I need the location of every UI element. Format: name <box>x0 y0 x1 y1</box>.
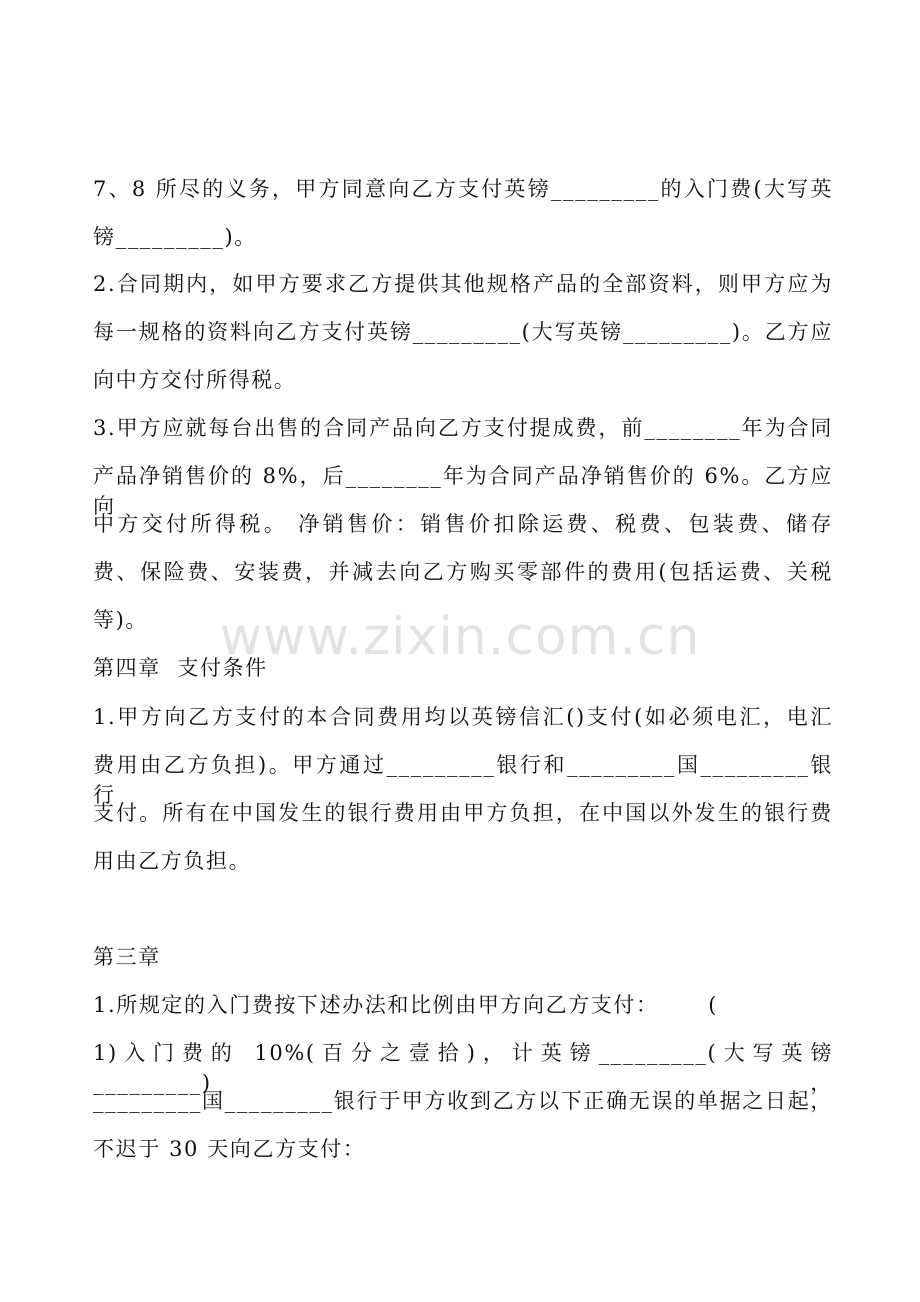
text-line: 镑_________)。 <box>93 225 257 249</box>
text-line: 1.所规定的入门费按下述办法和比例由甲方向乙方支付： ( <box>93 993 719 1017</box>
text-line: 产品净销售价的 8%，后________年为合同产品净销售价的 6%。乙方应向 <box>93 464 833 518</box>
text-line: 费、保险费、安装费，并减去向乙方购买零部件的费用(包括运费、关税 <box>93 560 833 584</box>
chapter-heading: 第三章 <box>93 945 161 969</box>
chapter-heading: 第四章 支付条件 <box>93 656 268 680</box>
text-line: 不迟于 30 天向乙方支付： <box>93 1137 366 1161</box>
text-line: 中方交付所得税。 净销售价：销售价扣除运费、税费、包装费、储存 <box>93 512 833 536</box>
text-line: 费用由乙方负担)。甲方通过_________银行和_________国_________银行 <box>93 753 833 807</box>
text-line: 1.甲方向乙方支付的本合同费用均以英镑信汇()支付(如必须电汇，电汇 <box>93 705 833 729</box>
text-line: 等)。 <box>93 608 148 632</box>
text-line: 支付。所有在中国发生的银行费用由甲方负担，在中国以外发生的银行费 <box>93 801 833 825</box>
text-line: 每一规格的资料向乙方支付英镑_________(大写英镑_________)。乙方应 <box>93 320 833 344</box>
text-line: 7、8 所尽的义务，甲方同意向乙方支付英镑_________的入门费(大写英 <box>93 177 833 201</box>
text-line: _________国_________银行于甲方收到乙方以下正确无误的单据之日起， <box>93 1089 833 1113</box>
text-line: 用由乙方负担。 <box>93 849 252 873</box>
text-line: 1)入门费的 10%(百分之壹拾)，计英镑_________(大写英镑_________)， <box>93 1041 833 1095</box>
watermark: www.zixin.com.cn <box>219 607 701 667</box>
text-line: 向中方交付所得税。 <box>93 368 297 392</box>
text-line: 2.合同期内，如甲方要求乙方提供其他规格产品的全部资料，则甲方应为 <box>93 272 833 296</box>
text-line: 3.甲方应就每台出售的合同产品向乙方支付提成费，前________年为合同 <box>93 416 833 440</box>
